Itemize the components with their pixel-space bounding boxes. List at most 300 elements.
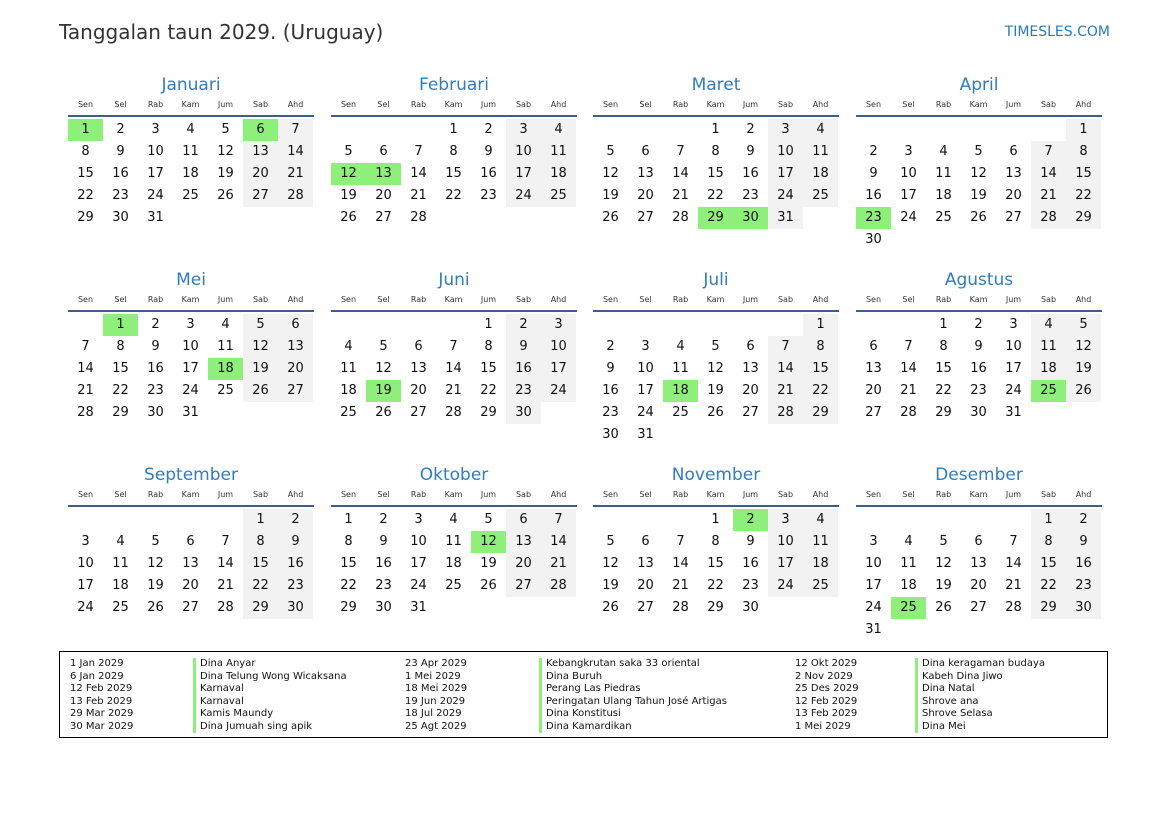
holiday-day: 29: [698, 207, 733, 229]
calendar-day: 13: [637, 556, 654, 571]
month-name: Januari: [161, 75, 221, 95]
calendar-day: 1: [449, 122, 458, 137]
weekday-label: Sab: [515, 100, 532, 109]
weekday-label: Kam: [444, 490, 463, 499]
calendar-day: 16: [1066, 553, 1101, 575]
legend-date: 2 Nov 2029: [795, 670, 853, 682]
weekday-label: Sab: [515, 295, 532, 304]
month-juni: [331, 269, 577, 424]
week-row: [856, 163, 1102, 185]
week-row: [593, 531, 839, 553]
calendar-day: 7: [449, 339, 458, 354]
month-januari: [68, 74, 314, 229]
calendar-day: 30: [375, 600, 392, 615]
weekday-label: Sen: [602, 100, 619, 109]
calendar-day: 4: [186, 122, 195, 137]
calendar-day: 29: [480, 405, 497, 420]
calendar-day: 14: [672, 556, 689, 571]
calendar-day: 17: [182, 361, 199, 376]
calendar-day: 12: [217, 144, 234, 159]
page-title: Tanggalan taun 2029. (Uruguay): [59, 20, 384, 44]
empty-day: [891, 314, 926, 336]
legend-holiday-name: Dina Telung Wong Wicaksana: [200, 670, 347, 682]
calendar-day: 2: [746, 122, 755, 137]
calendar-day: 25: [112, 600, 129, 615]
calendar-day: 9: [151, 339, 160, 354]
calendar-day: 4: [449, 512, 458, 527]
calendar-day: 17: [768, 553, 803, 575]
calendar-day: 27: [742, 405, 759, 420]
month-desember: [856, 464, 1102, 641]
calendar-day: 11: [935, 166, 952, 181]
calendar-day: 20: [243, 163, 278, 185]
calendar-day: 15: [707, 556, 724, 571]
month-name: Desember: [935, 465, 1023, 485]
legend-date: 12 Feb 2029: [795, 695, 858, 707]
calendar-day: 19: [217, 166, 234, 181]
week-row: [593, 402, 839, 424]
weekday-header: [68, 293, 314, 312]
holiday-day: 1: [68, 119, 103, 141]
week-row: [331, 119, 577, 141]
calendar-day: 6: [869, 339, 878, 354]
calendar-day: 14: [1005, 556, 1022, 571]
legend-date: 1 Jan 2029: [70, 658, 124, 669]
calendar-day: 12: [970, 166, 987, 181]
month-name: April: [959, 75, 999, 95]
calendar-day: 30: [742, 600, 759, 615]
month-name: November: [671, 465, 761, 485]
holiday-day: 23: [856, 207, 891, 229]
calendar-day: 8: [711, 144, 720, 159]
month-name: Oktober: [419, 465, 489, 485]
calendar-day: 15: [112, 361, 129, 376]
week-row: [593, 119, 839, 141]
legend-date: 13 Feb 2029: [70, 695, 133, 707]
calendar-day: 26: [602, 210, 619, 225]
empty-day: [1066, 402, 1101, 424]
week-row: [856, 229, 1102, 251]
calendar-day: 28: [77, 405, 94, 420]
empty-day: [593, 509, 628, 531]
empty-day: [278, 402, 313, 424]
weekday-label: Jum: [217, 295, 234, 304]
calendar-day: 16: [970, 361, 987, 376]
weekday-header: [593, 488, 839, 507]
calendar-day: 20: [1005, 188, 1022, 203]
calendar-day: 9: [278, 531, 313, 553]
month-maret: [593, 74, 839, 229]
calendar-day: 3: [768, 119, 803, 141]
calendar-day: 30: [278, 597, 313, 619]
calendar-day: 22: [445, 188, 462, 203]
legend-date: 23 Apr 2029: [405, 658, 467, 669]
calendar-day: 5: [221, 122, 230, 137]
weekday-header: [68, 488, 314, 507]
calendar-day: 11: [803, 141, 838, 163]
weekday-label: Sab: [252, 295, 269, 304]
weekday-label: Sel: [902, 490, 915, 499]
calendar-day: 24: [182, 383, 199, 398]
calendar-day: 5: [379, 339, 388, 354]
calendar-day: 20: [742, 383, 759, 398]
calendar-day: 1: [803, 314, 838, 336]
empty-day: [891, 229, 926, 251]
calendar-day: 6: [506, 509, 541, 531]
calendar-day: 11: [672, 361, 689, 376]
calendar-day: 11: [1031, 336, 1066, 358]
week-row: [331, 163, 577, 185]
empty-day: [138, 509, 173, 531]
month-name: September: [144, 465, 238, 485]
week-row: [593, 380, 839, 402]
calendar-day: 7: [768, 336, 803, 358]
weekday-label: Ahd: [1075, 490, 1092, 499]
week-row: [593, 509, 839, 531]
calendar-day: 24: [77, 600, 94, 615]
week-row: [68, 119, 314, 141]
calendar-day: 6: [278, 314, 313, 336]
calendar-day: 15: [935, 361, 952, 376]
weekday-label: Ahd: [287, 100, 304, 109]
week-row: [331, 141, 577, 163]
calendar-day: 15: [1031, 553, 1066, 575]
weekday-label: Ahd: [550, 100, 567, 109]
calendar-day: 1: [1031, 509, 1066, 531]
calendar-day: 24: [1005, 383, 1022, 398]
week-row: [68, 509, 314, 531]
calendar-day: 13: [278, 336, 313, 358]
empty-day: [1031, 619, 1066, 641]
empty-day: [401, 314, 436, 336]
calendar-day: 1: [939, 317, 948, 332]
calendar-day: 12: [602, 556, 619, 571]
legend-holiday-name: Dina Buruh: [546, 670, 603, 682]
empty-day: [698, 314, 733, 336]
legend-date: 1 Mei 2029: [405, 670, 461, 682]
week-row: [856, 314, 1102, 336]
calendar-day: 19: [602, 578, 619, 593]
week-row: [331, 553, 577, 575]
week-row: [68, 402, 314, 424]
weekday-label: Rab: [147, 295, 164, 304]
calendar-day: 19: [707, 383, 724, 398]
calendar-day: 3: [641, 339, 650, 354]
calendar-day: 25: [672, 405, 689, 420]
calendar-day: 24: [541, 380, 576, 402]
weekday-label: Ahd: [812, 490, 829, 499]
month-name: Mei: [176, 270, 206, 290]
calendar-day: 1: [484, 317, 493, 332]
empty-day: [926, 119, 961, 141]
empty-day: [541, 597, 576, 619]
calendar-day: 19: [340, 188, 357, 203]
legend-dates-column: [70, 658, 133, 733]
calendar-day: 22: [243, 575, 278, 597]
legend-holiday-name: Karnaval: [200, 695, 244, 707]
week-row: [856, 597, 1102, 619]
calendar-day: 10: [637, 361, 654, 376]
weekday-label: Sen: [602, 490, 619, 499]
calendar-day: 1: [711, 122, 720, 137]
calendar-day: 1: [1066, 119, 1101, 141]
week-row: [68, 597, 314, 619]
weekday-label: Sel: [114, 295, 127, 304]
calendar-day: 31: [768, 207, 803, 229]
calendar-day: 16: [147, 361, 164, 376]
empty-day: [856, 119, 891, 141]
calendar-day: 13: [742, 361, 759, 376]
legend-date: 30 Mar 2029: [70, 720, 134, 732]
month-name: Agustus: [944, 270, 1014, 290]
weekday-label: Kam: [969, 490, 988, 499]
calendar-day: 12: [602, 166, 619, 181]
calendar-day: 15: [480, 361, 497, 376]
calendar-day: 8: [344, 534, 353, 549]
weekday-label: Sab: [1040, 100, 1057, 109]
empty-day: [628, 509, 663, 531]
calendar-day: 7: [676, 534, 685, 549]
calendar-day: 19: [602, 188, 619, 203]
calendar-day: 19: [147, 578, 164, 593]
calendar-day: 28: [1031, 207, 1066, 229]
calendar-day: 25: [541, 185, 576, 207]
calendar-day: 9: [746, 144, 755, 159]
empty-day: [803, 597, 838, 619]
week-row: [593, 207, 839, 229]
week-row: [593, 185, 839, 207]
calendar-day: 8: [116, 339, 125, 354]
calendar-day: 19: [935, 578, 952, 593]
calendar-day: 31: [182, 405, 199, 420]
calendar-day: 2: [974, 317, 983, 332]
calendar-day: 14: [900, 361, 917, 376]
calendar-day: 3: [414, 512, 423, 527]
weekday-label: Sen: [340, 295, 357, 304]
calendar-day: 22: [707, 188, 724, 203]
week-row: [68, 163, 314, 185]
calendar-day: 13: [506, 531, 541, 553]
calendar-day: 4: [1031, 314, 1066, 336]
holiday-day: 1: [103, 314, 138, 336]
calendar-day: 26: [480, 578, 497, 593]
weekday-label: Sen: [340, 490, 357, 499]
calendar-day: 14: [278, 141, 313, 163]
weekday-label: Sel: [902, 295, 915, 304]
empty-day: [996, 619, 1031, 641]
calendar-day: 23: [602, 405, 619, 420]
calendar-day: 6: [641, 534, 650, 549]
calendar-day: 1: [243, 509, 278, 531]
weekday-label: Sel: [377, 295, 390, 304]
calendar-day: 22: [112, 383, 129, 398]
calendar-day: 12: [147, 556, 164, 571]
weekday-label: Sab: [777, 490, 794, 499]
calendar-day: 27: [278, 380, 313, 402]
legend-names-column: [193, 658, 347, 733]
empty-day: [471, 597, 506, 619]
calendar-day: 15: [707, 166, 724, 181]
empty-day: [663, 509, 698, 531]
calendar-day: 2: [606, 339, 615, 354]
calendar-day: 11: [112, 556, 129, 571]
empty-day: [593, 119, 628, 141]
calendar-day: 26: [1066, 380, 1101, 402]
calendar-day: 8: [1031, 531, 1066, 553]
calendar-day: 29: [340, 600, 357, 615]
calendar-day: 9: [1066, 531, 1101, 553]
week-row: [331, 207, 577, 229]
calendar-day: 28: [278, 185, 313, 207]
calendar-day: 18: [112, 578, 129, 593]
week-row: [593, 575, 839, 597]
calendar-day: 15: [803, 358, 838, 380]
empty-day: [366, 314, 401, 336]
calendar-day: 22: [77, 188, 94, 203]
calendar-day: 28: [768, 402, 803, 424]
calendar-day: 16: [865, 188, 882, 203]
calendar-day: 18: [803, 553, 838, 575]
legend-date: 12 Feb 2029: [70, 683, 133, 694]
calendar-day: 5: [243, 314, 278, 336]
weekday-label: Sen: [865, 295, 882, 304]
calendar-day: 14: [410, 166, 427, 181]
calendar-day: 30: [865, 232, 882, 247]
weekday-label: Sel: [902, 100, 915, 109]
empty-day: [926, 509, 961, 531]
weekday-label: Jum: [742, 295, 759, 304]
calendar-day: 27: [970, 600, 987, 615]
calendar-day: 25: [803, 575, 838, 597]
calendar-day: 20: [970, 578, 987, 593]
weekday-label: Rab: [672, 295, 689, 304]
calendar-day: 17: [637, 383, 654, 398]
calendar-day: 12: [707, 361, 724, 376]
calendar-day: 22: [1066, 185, 1101, 207]
empty-day: [208, 207, 243, 229]
weekday-label: Rab: [147, 490, 164, 499]
calendar-day: 3: [1009, 317, 1018, 332]
week-row: [331, 185, 577, 207]
weekday-label: Sab: [252, 100, 269, 109]
calendar-day: 29: [1066, 207, 1101, 229]
weekday-label: Rab: [410, 100, 427, 109]
empty-day: [68, 314, 103, 336]
empty-day: [331, 119, 366, 141]
calendar-day: 26: [217, 188, 234, 203]
calendar-day: 6: [414, 339, 423, 354]
calendar-day: 20: [375, 188, 392, 203]
weekday-header: [331, 98, 577, 117]
week-row: [331, 380, 577, 402]
calendar-day: 3: [869, 534, 878, 549]
legend-holiday-name: Kabeh Dina Jiwo: [922, 670, 1003, 682]
calendar-day: 31: [637, 427, 654, 442]
weekday-label: Kam: [444, 100, 463, 109]
calendar-day: 3: [151, 122, 160, 137]
legend-holiday-name: Dina Anyar: [200, 658, 256, 669]
calendar-day: 31: [147, 210, 164, 225]
calendar-day: 20: [506, 553, 541, 575]
calendar-day: 14: [217, 556, 234, 571]
calendar-day: 29: [243, 597, 278, 619]
legend-holiday-name: Dina Natal: [922, 683, 975, 694]
calendar-day: 20: [865, 383, 882, 398]
calendar-day: 8: [243, 531, 278, 553]
calendar-day: 14: [768, 358, 803, 380]
week-row: [331, 531, 577, 553]
calendar-day: 9: [746, 534, 755, 549]
weekday-label: Sen: [602, 295, 619, 304]
legend-holiday-name: Shrove ana: [922, 695, 979, 707]
calendar-day: 27: [506, 575, 541, 597]
legend-holiday-name: Dina Mei: [922, 720, 966, 732]
calendar-day: 3: [186, 317, 195, 332]
legend-holiday-name: Dina Jumuah sing apik: [200, 720, 313, 732]
calendar-day: 21: [672, 578, 689, 593]
empty-day: [173, 509, 208, 531]
weekday-label: Jum: [480, 490, 497, 499]
weekday-label: Sen: [77, 490, 94, 499]
legend-names-column: [915, 658, 1045, 733]
calendar-day: 23: [480, 188, 497, 203]
weekday-label: Kam: [969, 295, 988, 304]
calendar-day: 16: [112, 166, 129, 181]
calendar-day: 16: [278, 553, 313, 575]
weekday-label: Sel: [377, 490, 390, 499]
empty-day: [1031, 402, 1066, 424]
weekday-label: Ahd: [1075, 100, 1092, 109]
calendar-day: 28: [900, 405, 917, 420]
empty-day: [243, 207, 278, 229]
calendar-day: 18: [541, 163, 576, 185]
empty-day: [541, 402, 576, 424]
calendar-day: 30: [970, 405, 987, 420]
month-name: Juli: [703, 270, 729, 290]
calendar-day: 29: [1031, 597, 1066, 619]
weekday-label: Rab: [935, 100, 952, 109]
empty-day: [471, 207, 506, 229]
calendar-day: 7: [278, 119, 313, 141]
week-row: [856, 553, 1102, 575]
site-link[interactable]: TIMESLES.COM: [1004, 24, 1110, 40]
weekday-label: Jum: [1005, 490, 1022, 499]
calendar-day: 23: [1066, 575, 1101, 597]
calendar-day: 21: [1005, 578, 1022, 593]
calendar-day: 11: [541, 141, 576, 163]
empty-day: [663, 314, 698, 336]
weekday-label: Sel: [639, 100, 652, 109]
calendar-day: 22: [935, 383, 952, 398]
calendar-day: 7: [221, 534, 230, 549]
weekday-label: Rab: [410, 295, 427, 304]
empty-day: [1031, 229, 1066, 251]
calendar-day: 18: [900, 578, 917, 593]
calendar-day: 7: [414, 144, 423, 159]
calendar-day: 26: [375, 405, 392, 420]
calendar-day: 18: [1031, 358, 1066, 380]
weekday-label: Jum: [480, 295, 497, 304]
empty-day: [173, 207, 208, 229]
week-row: [856, 119, 1102, 141]
empty-day: [208, 402, 243, 424]
calendar-day: 23: [970, 383, 987, 398]
calendar-day: 14: [1031, 163, 1066, 185]
calendar-day: 15: [243, 553, 278, 575]
empty-day: [331, 314, 366, 336]
calendar-day: 29: [935, 405, 952, 420]
calendar-day: 5: [606, 534, 615, 549]
